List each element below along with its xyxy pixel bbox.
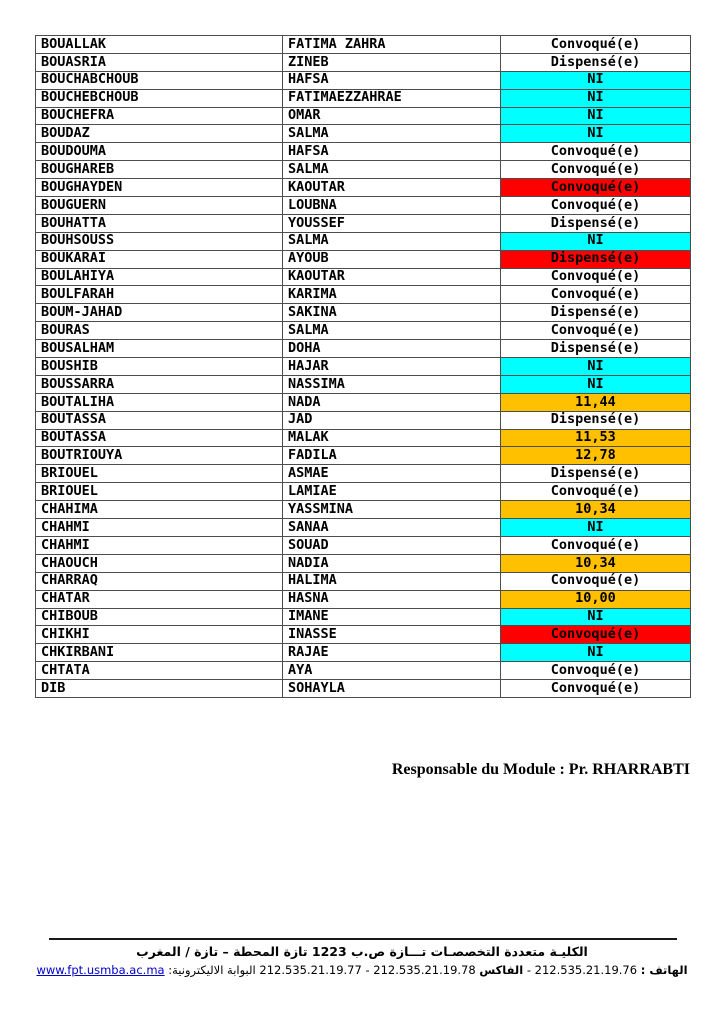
table-row xyxy=(36,36,691,54)
status-cell: 11,53 xyxy=(501,429,691,447)
phone-number: 212.535.21.19.76 xyxy=(534,963,638,977)
first-name-cell: NADIA xyxy=(283,554,501,572)
results-table-container xyxy=(35,35,691,698)
table-row xyxy=(36,572,691,590)
last-name-cell: DIB xyxy=(36,680,283,698)
footer-address: الكليـة متعددة التخصصـات تـــازة ص.ب 1223 تازة المحطة – تازة / المغرب xyxy=(136,944,588,959)
module-responsible-signature: Responsable du Module : Pr. RHARRABTI xyxy=(391,761,690,778)
first-name-cell: SOUAD xyxy=(283,536,501,554)
first-name-cell: KARIMA xyxy=(283,286,501,304)
table-row xyxy=(36,536,691,554)
portal-label: البوابة الاليكترونية: xyxy=(168,963,256,977)
last-name-cell: BOUTRIOUYA xyxy=(36,447,283,465)
first-name-cell: SALMA xyxy=(283,232,501,250)
status-cell: 10,00 xyxy=(501,590,691,608)
status-cell: NI xyxy=(501,89,691,107)
status-cell: Convoqué(e) xyxy=(501,572,691,590)
first-name-cell: HASNA xyxy=(283,590,501,608)
last-name-cell: CHATAR xyxy=(36,590,283,608)
status-cell: Convoqué(e) xyxy=(501,322,691,340)
last-name-cell: CHAHMI xyxy=(36,519,283,537)
table-row xyxy=(36,232,691,250)
separator-dash: - xyxy=(526,963,531,977)
last-name-cell: CHAHIMA xyxy=(36,501,283,519)
table-row xyxy=(36,411,691,429)
last-name-cell: BOUGHAREB xyxy=(36,161,283,179)
results-table-body xyxy=(36,36,691,698)
last-name-cell: BOURAS xyxy=(36,322,283,340)
first-name-cell: NASSIMA xyxy=(283,375,501,393)
table-row xyxy=(36,358,691,376)
first-name-cell: FATIMAEZZAHRAE xyxy=(283,89,501,107)
last-name-cell: CHARRAQ xyxy=(36,572,283,590)
table-row xyxy=(36,483,691,501)
status-cell: NI xyxy=(501,608,691,626)
status-cell: Dispensé(e) xyxy=(501,53,691,71)
first-name-cell: KAOUTAR xyxy=(283,268,501,286)
table-row xyxy=(36,107,691,125)
first-name-cell: SALMA xyxy=(283,322,501,340)
status-cell: Convoqué(e) xyxy=(501,536,691,554)
last-name-cell: BOULFARAH xyxy=(36,286,283,304)
table-row xyxy=(36,644,691,662)
last-name-cell: CHAOUCH xyxy=(36,554,283,572)
last-name-cell: CHAHMI xyxy=(36,536,283,554)
last-name-cell: BOUSALHAM xyxy=(36,340,283,358)
first-name-cell: FATIMA ZAHRA xyxy=(283,36,501,54)
first-name-cell: AYOUB xyxy=(283,250,501,268)
table-row xyxy=(36,429,691,447)
first-name-cell: HALIMA xyxy=(283,572,501,590)
first-name-cell: LAMIAE xyxy=(283,483,501,501)
last-name-cell: BOUM-JAHAD xyxy=(36,304,283,322)
last-name-cell: CHIBOUB xyxy=(36,608,283,626)
last-name-cell: BOUCHABCHOUB xyxy=(36,71,283,89)
status-cell: NI xyxy=(501,375,691,393)
status-cell: NI xyxy=(501,519,691,537)
table-row xyxy=(36,626,691,644)
status-cell: NI xyxy=(501,71,691,89)
fax-numbers: 212.535.21.19.77 - 212.535.21.19.78 xyxy=(259,963,476,977)
first-name-cell: IMANE xyxy=(283,608,501,626)
first-name-cell: YOUSSEF xyxy=(283,214,501,232)
status-cell: Convoqué(e) xyxy=(501,680,691,698)
status-cell: 12,78 xyxy=(501,447,691,465)
first-name-cell: AYA xyxy=(283,662,501,680)
last-name-cell: CHKIRBANI xyxy=(36,644,283,662)
status-cell: NI xyxy=(501,125,691,143)
status-cell: Convoqué(e) xyxy=(501,286,691,304)
first-name-cell: DOHA xyxy=(283,340,501,358)
table-row xyxy=(36,375,691,393)
last-name-cell: BOUDAZ xyxy=(36,125,283,143)
first-name-cell: SALMA xyxy=(283,125,501,143)
table-row xyxy=(36,322,691,340)
status-cell: Convoqué(e) xyxy=(501,626,691,644)
last-name-cell: BOUGHAYDEN xyxy=(36,179,283,197)
table-row xyxy=(36,89,691,107)
status-cell: Dispensé(e) xyxy=(501,411,691,429)
footer-contact xyxy=(0,963,724,977)
table-row xyxy=(36,286,691,304)
table-row xyxy=(36,304,691,322)
table-row xyxy=(36,680,691,698)
first-name-cell: RAJAE xyxy=(283,644,501,662)
table-row xyxy=(36,179,691,197)
footer-divider xyxy=(49,938,677,940)
last-name-cell: BOUHATTA xyxy=(36,214,283,232)
first-name-cell: SOHAYLA xyxy=(283,680,501,698)
last-name-cell: BOUGUERN xyxy=(36,197,283,215)
table-row xyxy=(36,590,691,608)
status-cell: Convoqué(e) xyxy=(501,268,691,286)
first-name-cell: ASMAE xyxy=(283,465,501,483)
first-name-cell: HAJAR xyxy=(283,358,501,376)
last-name-cell: BOUTASSA xyxy=(36,429,283,447)
first-name-cell: SAKINA xyxy=(283,304,501,322)
last-name-cell: BOUCHEBCHOUB xyxy=(36,89,283,107)
first-name-cell: SALMA xyxy=(283,161,501,179)
last-name-cell: BOUHSOUSS xyxy=(36,232,283,250)
first-name-cell: YASSMINA xyxy=(283,501,501,519)
status-cell: Convoqué(e) xyxy=(501,161,691,179)
status-cell: Dispensé(e) xyxy=(501,214,691,232)
last-name-cell: BOUCHEFRA xyxy=(36,107,283,125)
status-cell: Convoqué(e) xyxy=(501,662,691,680)
table-row xyxy=(36,143,691,161)
table-row xyxy=(36,214,691,232)
status-cell: NI xyxy=(501,644,691,662)
table-row xyxy=(36,340,691,358)
last-name-cell: BOUTASSA xyxy=(36,411,283,429)
table-row xyxy=(36,519,691,537)
last-name-cell: BOUASRIA xyxy=(36,53,283,71)
results-table xyxy=(35,35,691,698)
last-name-cell: BOUDOUMA xyxy=(36,143,283,161)
last-name-cell: BRIOUEL xyxy=(36,483,283,501)
last-name-cell: BOULAHIYA xyxy=(36,268,283,286)
status-cell: Convoqué(e) xyxy=(501,143,691,161)
table-row xyxy=(36,268,691,286)
website-link[interactable]: www.fpt.usmba.ac.ma xyxy=(36,963,165,977)
first-name-cell: LOUBNA xyxy=(283,197,501,215)
first-name-cell: HAFSA xyxy=(283,143,501,161)
status-cell: Convoqué(e) xyxy=(501,197,691,215)
table-row xyxy=(36,501,691,519)
fax-label: الفاكس xyxy=(479,963,524,977)
status-cell: NI xyxy=(501,232,691,250)
table-row xyxy=(36,662,691,680)
first-name-cell: SANAA xyxy=(283,519,501,537)
table-row xyxy=(36,250,691,268)
status-cell: Dispensé(e) xyxy=(501,250,691,268)
first-name-cell: OMAR xyxy=(283,107,501,125)
last-name-cell: BRIOUEL xyxy=(36,465,283,483)
table-row xyxy=(36,608,691,626)
last-name-cell: BOUTALIHA xyxy=(36,393,283,411)
first-name-cell: ZINEB xyxy=(283,53,501,71)
status-cell: Convoqué(e) xyxy=(501,36,691,54)
phone-label: الهاتف : xyxy=(640,963,688,977)
table-row xyxy=(36,447,691,465)
last-name-cell: BOUSHIB xyxy=(36,358,283,376)
status-cell: Convoqué(e) xyxy=(501,483,691,501)
status-cell: 10,34 xyxy=(501,554,691,572)
last-name-cell: BOUALLAK xyxy=(36,36,283,54)
last-name-cell: BOUKARAI xyxy=(36,250,283,268)
first-name-cell: HAFSA xyxy=(283,71,501,89)
status-cell: NI xyxy=(501,107,691,125)
status-cell: 11,44 xyxy=(501,393,691,411)
first-name-cell: MALAK xyxy=(283,429,501,447)
status-cell: Dispensé(e) xyxy=(501,465,691,483)
last-name-cell: BOUSSARRA xyxy=(36,375,283,393)
first-name-cell: INASSE xyxy=(283,626,501,644)
table-row xyxy=(36,393,691,411)
first-name-cell: FADILA xyxy=(283,447,501,465)
status-cell: NI xyxy=(501,358,691,376)
table-row xyxy=(36,71,691,89)
status-cell: Dispensé(e) xyxy=(501,304,691,322)
table-row xyxy=(36,554,691,572)
table-row xyxy=(36,53,691,71)
table-row xyxy=(36,125,691,143)
last-name-cell: CHIKHI xyxy=(36,626,283,644)
status-cell: Dispensé(e) xyxy=(501,340,691,358)
first-name-cell: JAD xyxy=(283,411,501,429)
last-name-cell: CHTATA xyxy=(36,662,283,680)
status-cell: 10,34 xyxy=(501,501,691,519)
table-row xyxy=(36,465,691,483)
first-name-cell: KAOUTAR xyxy=(283,179,501,197)
status-cell: Convoqué(e) xyxy=(501,179,691,197)
table-row xyxy=(36,161,691,179)
table-row xyxy=(36,197,691,215)
first-name-cell: NADA xyxy=(283,393,501,411)
